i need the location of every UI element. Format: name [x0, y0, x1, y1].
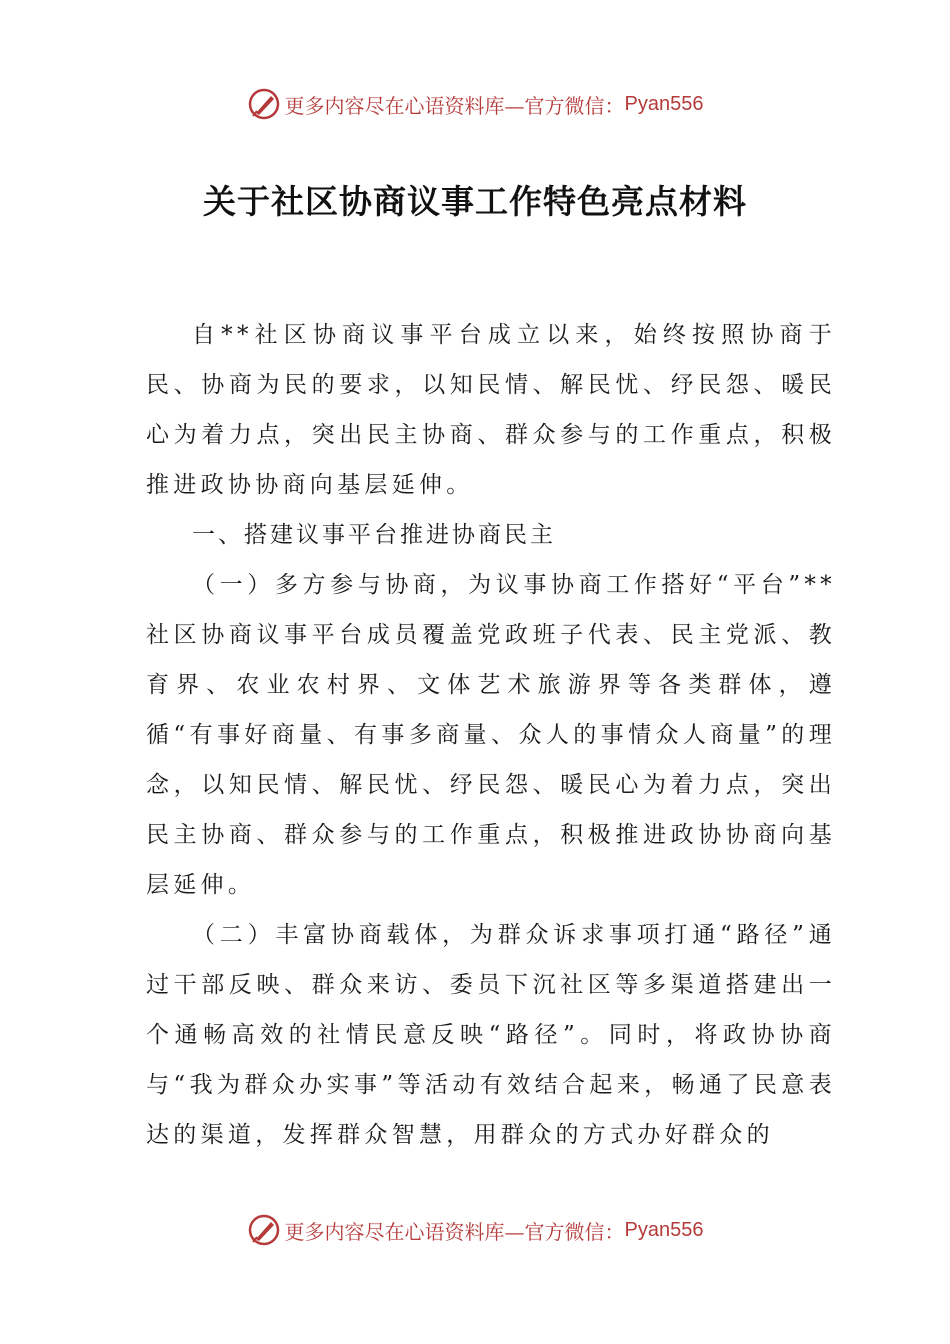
section-heading: 一、搭建议事平台推进协商民主 [192, 522, 556, 548]
document-title: 关于社区协商议事工作特色亮点材料 [203, 182, 747, 221]
pen-logo-icon [247, 1213, 281, 1247]
banner-text: 更多内容尽在心语资料库—官方微信： [284, 93, 625, 118]
footer-banner [0, 1210, 950, 1250]
banner-text: 更多内容尽在心语资料库—官方微信： [284, 1219, 625, 1244]
paragraph-channels: （二）丰富协商载体，为群众诉求事项打通“路径”通过干部反映、群众来访、委员下沉社区等多渠道搭建出一个通畅高效的社情民意反映“路径”。同时，将政协协商与“我为群众办实事”等活动有效结合起来，畅通了民意表达的渠道，发挥群众智慧，用群众的方式办好群众的 [146, 922, 836, 1148]
banner-wechat-id: Pyan556 [624, 92, 704, 115]
document-body [146, 310, 836, 1160]
header-banner [0, 84, 950, 124]
paragraph-platform: （一）多方参与协商，为议事协商工作搭好“平台”**社区协商议事平台成员覆盖党政班子代表、民主党派、教育界、农业农村界、文体艺术旅游界等各类群体，遵循“有事好商量、有事多商量、众人的事情众人商量”的理念，以知民情、解民忧、纾民怨、暖民心为着力点，突出民主协商、群众参与的工作重点，积极推进政协协商向基层延伸。 [146, 572, 836, 898]
banner-wechat-id: Pyan556 [624, 1218, 704, 1241]
paragraph-intro: 自**社区协商议事平台成立以来，始终按照协商于民、协商为民的要求，以知民情、解民忧、纾民怨、暖民心为着力点，突出民主协商、群众参与的工作重点，积极推进政协协商向基层延伸。 [146, 322, 836, 498]
pen-logo-icon [247, 87, 281, 121]
